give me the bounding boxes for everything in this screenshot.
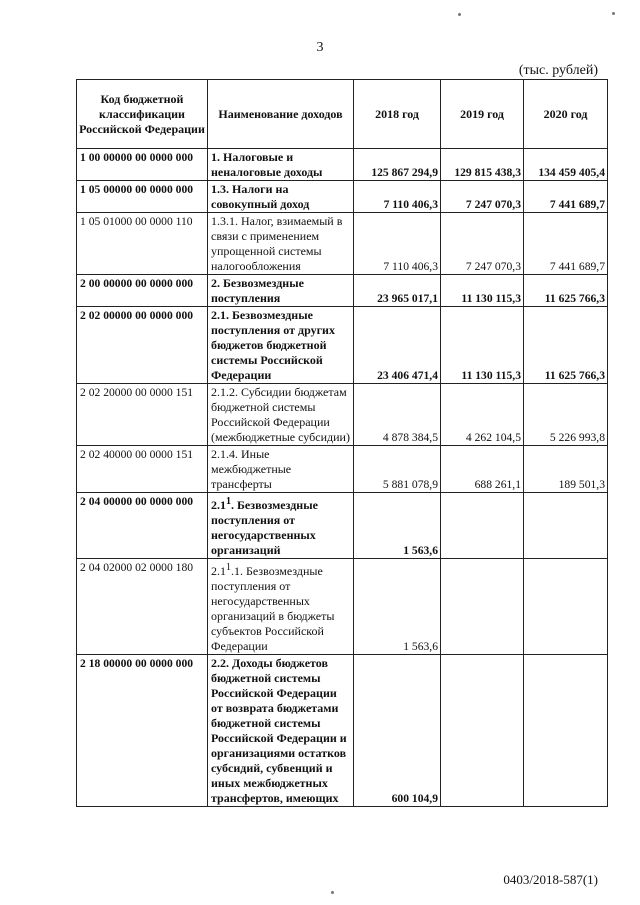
row-name	[208, 493, 354, 559]
row-name	[208, 181, 354, 213]
row-value-2019	[441, 655, 524, 807]
table-row	[77, 307, 608, 384]
table-row	[77, 181, 608, 213]
row-value-2018: 23 965 017,1	[354, 275, 441, 307]
row-code: 2 00 00000 00 0000 000	[77, 275, 208, 307]
row-value-2018: 125 867 294,9	[354, 149, 441, 181]
row-value-2019: 11 130 115,3	[441, 307, 524, 384]
row-value-2018: 1 563,6	[354, 559, 441, 655]
row-code: 2 02 40000 00 0000 151	[77, 446, 208, 493]
row-name-rest: .1. Безвозмездные поступления от негосударственных организаций в бюджеты субъектов Российской Федерации	[211, 564, 335, 653]
table-row	[77, 493, 608, 559]
header-2018: 2018 год	[354, 80, 441, 149]
row-value-2018: 23 406 471,4	[354, 307, 441, 384]
row-code: 1 05 00000 00 0000 000	[77, 181, 208, 213]
row-name-text: 2. Безвозмездные поступления	[211, 276, 304, 305]
row-value-2019	[441, 493, 524, 559]
row-value-2020: 7 441 689,7	[524, 181, 608, 213]
row-code: 2 02 00000 00 0000 000	[77, 307, 208, 384]
units-label: (тыс. рублей)	[518, 63, 598, 78]
table-row	[77, 149, 608, 181]
document-footer-code: 0403/2018-587(1)	[503, 872, 598, 887]
row-name-text: 1.3. Налоги на совокупный доход	[211, 182, 310, 211]
table-row	[77, 213, 608, 275]
row-name-text: 1. Налоговые и неналоговые доходы	[211, 150, 323, 179]
row-value-2018: 5 881 078,9	[354, 446, 441, 493]
row-code: 2 02 20000 00 0000 151	[77, 384, 208, 446]
row-value-2018: 4 878 384,5	[354, 384, 441, 446]
row-code: 2 04 00000 00 0000 000	[77, 493, 208, 559]
row-value-2018: 1 563,6	[354, 493, 441, 559]
row-value-2020	[524, 493, 608, 559]
row-value-2020: 7 441 689,7	[524, 213, 608, 275]
row-name-text: 2.1.2. Субсидии бюджетам бюджетной системы Российской Федерации (межбюджетные субсидии)	[211, 385, 350, 444]
row-value-2019: 11 130 115,3	[441, 275, 524, 307]
table-row	[77, 446, 608, 493]
row-value-2019: 688 261,1	[441, 446, 524, 493]
row-value-2019: 7 247 070,3	[441, 181, 524, 213]
scan-speck	[331, 891, 334, 894]
row-name-text: 2.1.4. Иные межбюджетные трансферты	[211, 447, 292, 491]
row-code: 1 05 01000 00 0000 110	[77, 213, 208, 275]
row-name	[208, 446, 354, 493]
row-code: 2 18 00000 00 0000 000	[77, 655, 208, 807]
row-value-2020	[524, 655, 608, 807]
row-value-2018: 7 110 406,3	[354, 213, 441, 275]
row-value-2019: 7 247 070,3	[441, 213, 524, 275]
row-value-2018: 7 110 406,3	[354, 181, 441, 213]
page-number: 3	[316, 40, 324, 55]
row-name-rest: . Безвозмездные поступления от негосударственных организаций	[211, 498, 318, 557]
row-name	[208, 384, 354, 446]
header-name: Наименование доходов	[208, 80, 354, 149]
row-value-2020: 134 459 405,4	[524, 149, 608, 181]
row-name	[208, 275, 354, 307]
revenue-table	[76, 79, 608, 807]
row-name	[208, 307, 354, 384]
row-value-2020: 11 625 766,3	[524, 275, 608, 307]
table-row	[77, 559, 608, 655]
row-code: 1 00 00000 00 0000 000	[77, 149, 208, 181]
header-2019: 2019 год	[441, 80, 524, 149]
scan-speck	[458, 13, 461, 16]
row-name-superscript: 1	[226, 496, 231, 507]
row-name	[208, 149, 354, 181]
row-name-text: 2.2. Доходы бюджетов бюджетной системы Российской Федерации от возврата бюджетами бюджетной системы Российской Федерации и организациями остатков субсидий, субвенций и иных межбюджетных трансфертов, имеющих	[211, 656, 347, 805]
table-header-row	[77, 80, 608, 149]
table-row	[77, 275, 608, 307]
row-name-text: 2.1	[211, 564, 226, 578]
table-row	[77, 384, 608, 446]
row-name	[208, 559, 354, 655]
row-value-2019	[441, 559, 524, 655]
table-row	[77, 655, 608, 807]
row-value-2020	[524, 559, 608, 655]
header-code: Код бюджетной классификации Российской Федерации	[77, 80, 208, 149]
row-value-2020: 189 501,3	[524, 446, 608, 493]
row-name-text: 2.1. Безвозмездные поступления от других бюджетов бюджетной системы Российской Федерации	[211, 308, 335, 382]
row-code: 2 04 02000 02 0000 180	[77, 559, 208, 655]
row-name-text: 2.1	[211, 498, 226, 512]
row-name-superscript: 1	[226, 562, 231, 573]
row-value-2020: 11 625 766,3	[524, 307, 608, 384]
row-value-2019: 129 815 438,3	[441, 149, 524, 181]
row-value-2020: 5 226 993,8	[524, 384, 608, 446]
header-2020: 2020 год	[524, 80, 608, 149]
scan-speck	[612, 12, 615, 15]
row-value-2018: 600 104,9	[354, 655, 441, 807]
row-name-text: 1.3.1. Налог, взимаемый в связи с применением упрощенной системы налогообложения	[211, 214, 343, 273]
row-name	[208, 655, 354, 807]
row-name	[208, 213, 354, 275]
row-value-2019: 4 262 104,5	[441, 384, 524, 446]
